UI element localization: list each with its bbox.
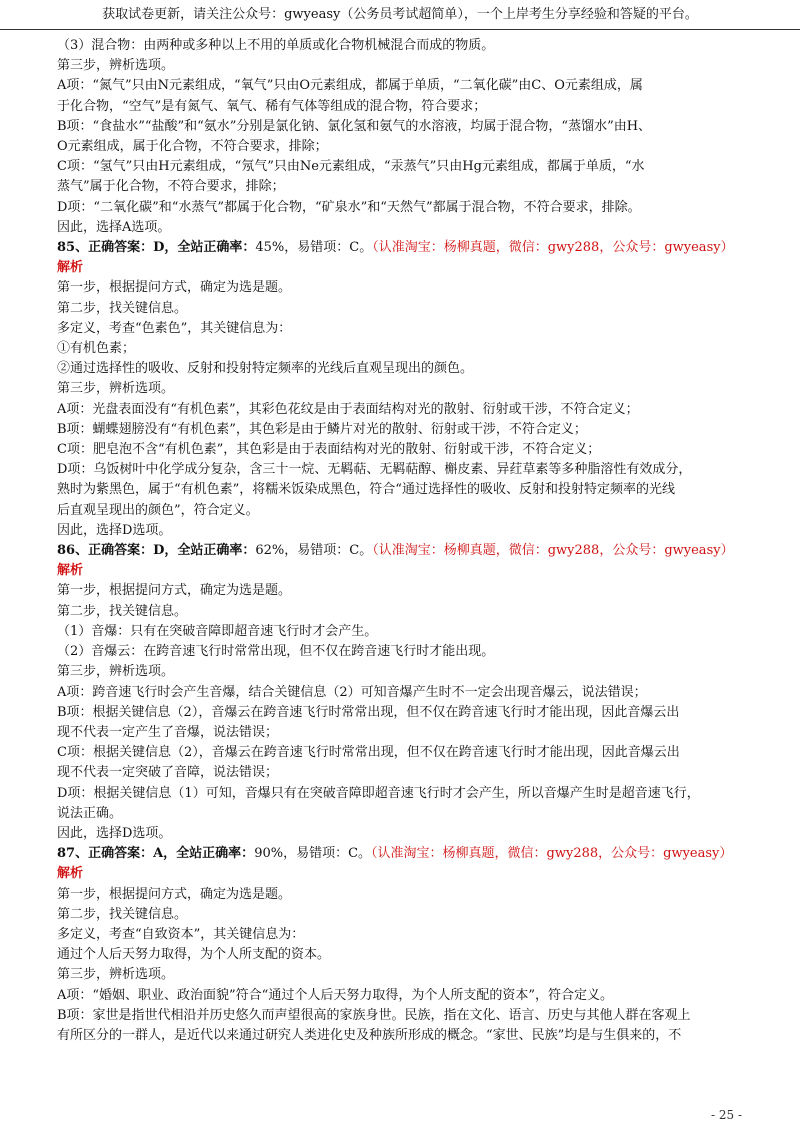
text-line: ①有机色素；: [57, 341, 136, 357]
text-line: 于化合物，“空气”是有氮气、氧气、稀有气体等组成的混合物，符合要求；: [57, 98, 487, 114]
text-line: 熟时为紫黑色，属于“有机色素”，将糯米饭染成黑色，符合“通过选择性的吸收、反射和投射特定频率的光线: [57, 482, 675, 498]
text-line: 后直观呈现出的颜色”，符合定义。: [57, 502, 259, 518]
analysis-heading: 解析: [57, 260, 84, 276]
text-line: 第一步，根据提问方式，确定为选是题。: [57, 583, 292, 599]
text-line: A项：“婚姻、职业、政治面貌”符合“通过个人后天努力取得，为个人所支配的资本”，符合定义。: [57, 987, 613, 1003]
text-line: （3）混合物：由两种或多种以上不用的单质或化合物机械混合而成的物质。: [57, 38, 495, 53]
text-line: 第三步，辨析选项。: [57, 58, 175, 74]
text-line: 多定义，考查“色素色”，其关键信息为：: [57, 320, 292, 336]
accuracy-text: 45%，易错项：C。: [255, 240, 373, 256]
answer-line: [57, 238, 757, 258]
text-line: 通过个人后天努力取得，为个人所支配的资本。: [57, 947, 331, 963]
text-line: ②通过选择性的吸收、反射和投射特定频率的光线后直观呈现出的颜色。: [57, 361, 474, 377]
text-line: 多定义，考查“自致资本”，其关键信息为：: [57, 926, 305, 942]
accuracy-text: 90%，易错项：C。: [254, 846, 372, 862]
document-body: [57, 36, 757, 1046]
source-note: （认准淘宝：杨柳真题，微信：gwy288，公众号：gwyeasy）: [372, 240, 734, 256]
text-line: 第一步，根据提问方式，确定为选是题。: [57, 280, 292, 296]
text-line: D项：“二氧化碳”和“水蒸气”都属于化合物，“矿泉水”和“天然气”都属于混合物，不符合要求，排除。: [57, 199, 641, 215]
text-line: 第二步，找关键信息。: [57, 300, 188, 316]
text-line: 第二步，找关键信息。: [57, 906, 188, 922]
answer-label: 87、正确答案：A，全站正确率：: [57, 846, 255, 862]
text-line: B项：蝴蝶翅膀没有“有机色素”，其色彩是由于鳞片对光的散射、衍射或干涉，不符合定义；: [57, 421, 587, 437]
text-line: A项：跨音速飞行时会产生音爆，结合关键信息（2）可知音爆产生时不一定会出现音爆云，说法错误；: [57, 684, 647, 700]
text-line: 第三步，辨析选项。: [57, 664, 175, 680]
text-line: O元素组成，属于化合物，不符合要求，排除；: [57, 139, 328, 155]
analysis-heading: 解析: [57, 866, 84, 882]
text-line: 蒸气”属于化合物，不符合要求，排除；: [57, 179, 285, 195]
text-line: D项：乌饭树叶中化学成分复杂，含三十一烷、无羁萜、无羁萜醇、槲皮素、异荭草素等多种脂溶性有效成分，: [57, 462, 692, 478]
page-number: - 25 -: [710, 1108, 742, 1122]
accuracy-text: 62%，易错项：C。: [255, 543, 373, 559]
text-line: 有所区分的一群人，是近代以来通过研究人类进化史及种族所形成的概念。“家世、民族”均是与生俱来的，不: [57, 1027, 682, 1043]
text-line: C项：“氢气”只由H元素组成，“氖气”只由Ne元素组成，“汞蒸气”只由Hg元素组成，都属于单质，“水: [57, 159, 645, 175]
text-line: A项：光盘表面没有“有机色素”，其彩色花纹是由于表面结构对光的散射、衍射或干涉，不符合定义；: [57, 401, 639, 417]
text-line: （1）音爆：只有在突破音障即超音速飞行时才会产生。: [57, 623, 378, 639]
page-header: 获取试卷更新，请关注公众号：gwyeasy（公务员考试超简单），一个上岸考生分享经验和答疑的平台。: [0, 0, 800, 30]
source-note: （认准淘宝：杨柳真题，微信：gwy288，公众号：gwyeasy）: [371, 846, 733, 862]
text-line: 因此，选择A选项。: [57, 219, 171, 235]
text-line: 因此，选择D选项。: [57, 522, 172, 538]
text-line: 说法正确。: [57, 805, 123, 821]
source-note: （认准淘宝：杨柳真题，微信：gwy288，公众号：gwyeasy）: [372, 543, 734, 559]
text-line: B项：根据关键信息（2），音爆云在跨音速飞行时常常出现，但不仅在跨音速飞行时才能出现，因此音爆云出: [57, 704, 680, 720]
text-line: D项：根据关键信息（1）可知，音爆只有在突破音障即超音速飞行时才会产生，所以音爆产生时是超音速飞行，: [57, 785, 700, 801]
text-line: B项：“食盐水”“盐酸”和“氨水”分别是氯化钠、氯化氢和氨气的水溶液，均属于混合物，“蒸馏水”由H、: [57, 118, 652, 134]
answer-line: [57, 844, 757, 864]
text-line: 第二步，找关键信息。: [57, 603, 188, 619]
text-line: （2）音爆云：在跨音速飞行时常常出现，但不仅在跨音速飞行时才能出现。: [57, 644, 495, 660]
answer-label: 86、正确答案：D，全站正确率：: [57, 543, 256, 559]
text-line: B项：家世是指世代相沿并历史悠久而声望很高的家族身世。民族，指在文化、语言、历史与其他人群在客观上: [57, 1007, 691, 1023]
answer-line: [57, 541, 757, 561]
text-line: 现不代表一定产生了音爆，说法错误；: [57, 724, 279, 740]
text-line: 第三步，辨析选项。: [57, 381, 175, 397]
text-line: A项：“氮气”只由N元素组成，“氧气”只由O元素组成，都属于单质，“二氧化碳”由C、O元素组成，属: [57, 78, 643, 94]
text-line: 因此，选择D选项。: [57, 825, 172, 841]
answer-label: 85、正确答案：D，全站正确率：: [57, 240, 256, 256]
text-line: 第三步，辨析选项。: [57, 967, 175, 983]
text-line: 第一步，根据提问方式，确定为选是题。: [57, 886, 292, 902]
text-line: C项：肥皂泡不含“有机色素”，其色彩是由于表面结构对光的散射、衍射或干涉，不符合定义；: [57, 442, 601, 458]
analysis-heading: 解析: [57, 563, 84, 579]
text-line: C项：根据关键信息（2），音爆云在跨音速飞行时常常出现，但不仅在跨音速飞行时才能出现，因此音爆云出: [57, 745, 680, 761]
text-line: 现不代表一定突破了音障，说法错误；: [57, 765, 279, 781]
